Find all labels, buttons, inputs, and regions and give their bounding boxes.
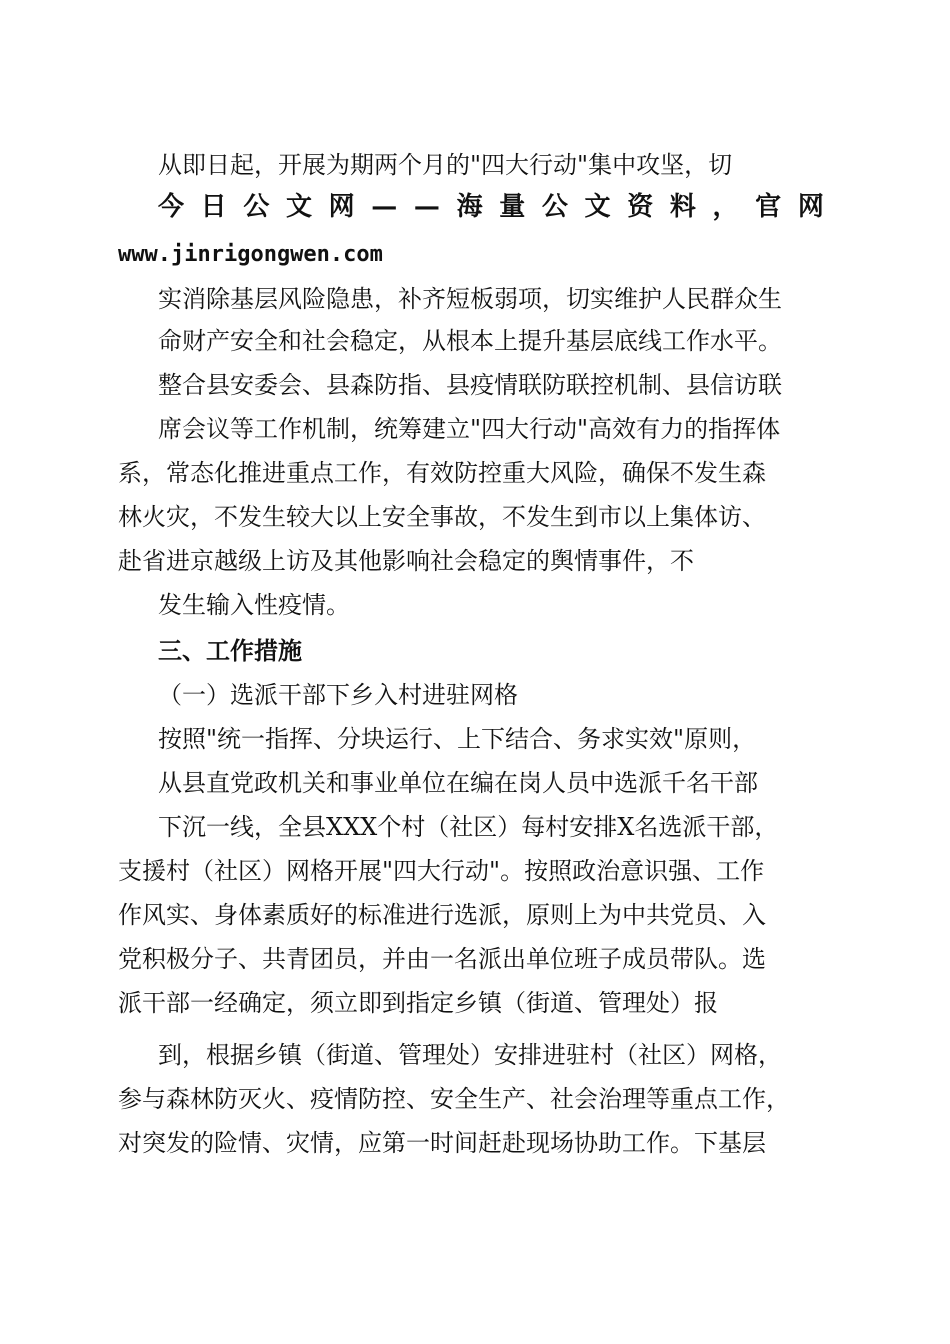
watermark-char: 文 bbox=[285, 192, 312, 222]
body-line-19: 到，根据乡镇（街道、管理处）安排进驻村（社区）网格， bbox=[158, 1041, 782, 1069]
body-line-9: 发生输入性疫情。 bbox=[158, 591, 350, 619]
watermark-char: 海 bbox=[456, 192, 483, 222]
watermark-char: 公 bbox=[243, 192, 270, 222]
site-watermark-banner bbox=[158, 192, 824, 222]
section-heading: 三、工作措施 bbox=[158, 636, 302, 665]
watermark-url-link[interactable]: www.jinrigongwen.com bbox=[118, 242, 383, 267]
body-line-3: 命财产安全和社会稳定，从根本上提升基层底线工作水平。 bbox=[158, 327, 782, 355]
watermark-char: 日 bbox=[200, 192, 227, 222]
body-line-5: 席会议等工作机制，统筹建立"四大行动"高效有力的指挥体 bbox=[158, 415, 781, 443]
watermark-char: 资 bbox=[627, 192, 654, 222]
body-line-13: 从县直党政机关和事业单位在编在岗人员中选派千名干部 bbox=[158, 769, 758, 797]
watermark-char: — bbox=[371, 192, 398, 222]
body-line-12: 按照"统一指挥、分块运行、上下结合、务求实效"原则， bbox=[158, 725, 757, 753]
watermark-char: 网 bbox=[797, 192, 824, 222]
body-line-4: 整合县安委会、县森防指、县疫情联防联控机制、县信访联 bbox=[158, 371, 782, 399]
watermark-char: 文 bbox=[584, 192, 611, 222]
body-line-2: 实消除基层风险隐患，补齐短板弱项，切实维护人民群众生 bbox=[158, 285, 782, 313]
watermark-char: 今 bbox=[158, 192, 185, 222]
body-line-15: 支援村（社区）网格开展"四大行动"。按照政治意识强、工作 bbox=[118, 857, 765, 885]
watermark-char: 量 bbox=[499, 192, 526, 222]
body-line-18: 派干部一经确定，须立即到指定乡镇（街道、管理处）报 bbox=[118, 989, 718, 1017]
body-line-1: 从即日起，开展为期两个月的"四大行动"集中攻坚，切 bbox=[158, 151, 733, 179]
body-line-7: 林火灾，不发生较大以上安全事故，不发生到市以上集体访、 bbox=[118, 503, 766, 531]
body-line-20: 参与森林防灭火、疫情防控、安全生产、社会治理等重点工作， bbox=[118, 1085, 790, 1113]
subsection-heading: （一）选派干部下乡入村进驻网格 bbox=[158, 681, 518, 709]
body-line-16: 作风实、身体素质好的标准进行选派，原则上为中共党员、入 bbox=[118, 901, 766, 929]
watermark-char: — bbox=[413, 192, 440, 222]
body-line-8: 赴省进京越级上访及其他影响社会稳定的舆情事件，不 bbox=[118, 547, 694, 575]
watermark-char: 官 bbox=[755, 192, 782, 222]
body-line-17: 党积极分子、共青团员，并由一名派出单位班子成员带队。选 bbox=[118, 945, 766, 973]
watermark-char: ， bbox=[712, 192, 739, 222]
body-line-14: 下沉一线，全县XXX个村（社区）每村安排X名选派干部， bbox=[158, 813, 779, 841]
body-line-21: 对突发的险情、灾情，应第一时间赶赴现场协助工作。下基层 bbox=[118, 1129, 766, 1157]
body-line-6: 系，常态化推进重点工作，有效防控重大风险，确保不发生森 bbox=[118, 459, 766, 487]
watermark-char: 公 bbox=[541, 192, 568, 222]
watermark-char: 料 bbox=[669, 192, 696, 222]
watermark-char: 网 bbox=[328, 192, 355, 222]
